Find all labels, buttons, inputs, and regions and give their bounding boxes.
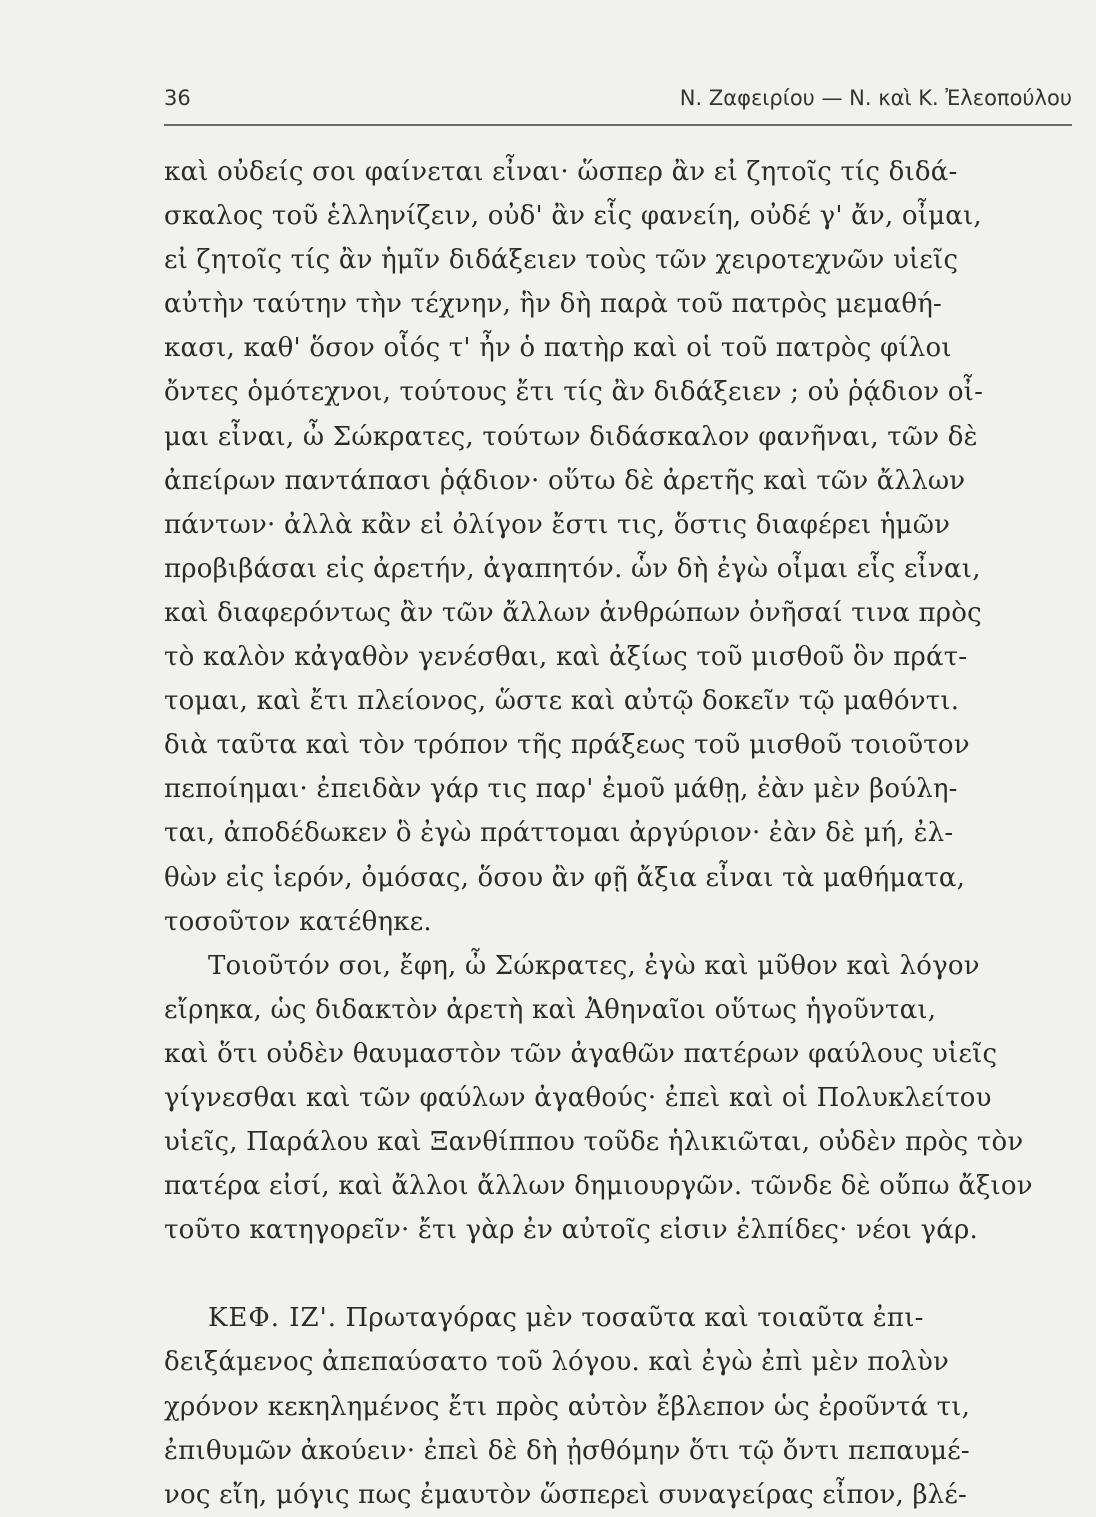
text-line: τοσοῦτον κατέθηκε. bbox=[164, 906, 432, 937]
text-line: νος εἴη, μόγις πως ἐμαυτὸν ὥσπερεὶ συναγείρας εἶπον, βλέ- bbox=[164, 1479, 968, 1510]
text-line: ἐπιθυμῶν ἀκούειν· ἐπεὶ δὲ δὴ ᾐσθόμην ὅτι τῷ ὄντι πεπαυμέ- bbox=[164, 1435, 970, 1466]
text-line: δειξάμενος ἀπεπαύσατο τοῦ λόγου. καὶ ἐγὼ ἐπὶ μὲν πολὺν bbox=[164, 1347, 950, 1378]
text-line: ται, ἀποδέδωκεν ὃ ἐγὼ πράττομαι ἀργύριον· ἐὰν δὲ μή, ἐλ- bbox=[164, 818, 954, 849]
text-line: κασι, καθ' ὅσον οἷός τ' ἦν ὁ πατὴρ καὶ οἱ τοῦ πατρὸς φίλοι bbox=[164, 333, 952, 364]
page-number: 36 bbox=[164, 86, 191, 110]
text-line: τοῦτο κατηγορεῖν· ἔτι γὰρ ἐν αὐτοῖς εἰσιν ἐλπίδες· νέοι γάρ. bbox=[164, 1215, 978, 1246]
paragraph-1 bbox=[164, 150, 1064, 944]
text-line: καὶ διαφερόντως ἂν τῶν ἄλλων ἀνθρώπων ὀνῆσαί τινα πρὸς bbox=[164, 597, 982, 628]
chapter-17 bbox=[164, 1296, 1064, 1516]
chapter-first-line bbox=[164, 1296, 1064, 1340]
text-line: τομαι, καὶ ἔτι πλείονος, ὥστε καὶ αὐτῷ δοκεῖν τῷ μαθόντι. bbox=[164, 686, 960, 717]
text-line: εἴρηκα, ὡς διδακτὸν ἀρετὴ καὶ Ἀθηναῖοι οὕτως ἡγοῦνται, bbox=[164, 994, 937, 1025]
text-line: υἱεῖς, Παράλου καὶ Ξανθίππου τοῦδε ἡλικιῶται, οὐδὲν πρὸς τὸν bbox=[164, 1127, 1024, 1158]
text-line: σκαλος τοῦ ἑλληνίζειν, οὐδ' ἂν εἷς φανείη, οὐδέ γ' ἄν, οἶμαι, bbox=[164, 201, 982, 232]
text-line: τὸ καλὸν κἀγαθὸν γενέσθαι, καὶ ἀξίως τοῦ μισθοῦ ὃν πράτ- bbox=[164, 642, 968, 673]
text-line: πεποίημαι· ἐπειδὰν γάρ τις παρ' ἐμοῦ μάθῃ, ἐὰν μὲν βούλη- bbox=[164, 774, 958, 805]
text-line: ἀπείρων παντάπασι ῥᾴδιον· οὕτω δὲ ἀρετῆς καὶ τῶν ἄλλων bbox=[164, 465, 966, 496]
paragraph-2 bbox=[164, 944, 1064, 1253]
text-line: πατέρα εἰσί, καὶ ἄλλοι ἄλλων δημιουργῶν. τῶνδε δὲ οὔπω ἄξιον bbox=[164, 1171, 1033, 1202]
text-line: καὶ ὅτι οὐδὲν θαυμαστὸν τῶν ἀγαθῶν πατέρων φαύλους υἱεῖς bbox=[164, 1038, 998, 1069]
text-line: μαι εἶναι, ὦ Σώκρατες, τούτων διδάσκαλον φανῆναι, τῶν δὲ bbox=[164, 421, 978, 452]
header-rule bbox=[164, 124, 1072, 126]
body-text bbox=[164, 150, 1064, 1517]
text-line: ὄντες ὁμότεχνοι, τούτους ἔτι τίς ἂν διδάξειεν ; οὐ ῥᾴδιον οἶ- bbox=[164, 377, 984, 408]
text-line: Τοιοῦτόν σοι, ἔφη, ὦ Σώκρατες, ἐγὼ καὶ μῦθον καὶ λόγον bbox=[208, 950, 980, 981]
paragraph-spacer bbox=[164, 1252, 1064, 1296]
text-line: αὐτὴν ταύτην τὴν τέχνην, ἣν δὴ παρὰ τοῦ πατρὸς μεμαθή- bbox=[164, 289, 942, 320]
text-line: θὼν εἰς ἱερόν, ὀμόσας, ὅσου ἂν φῇ ἄξια εἶναι τὰ μαθήματα, bbox=[164, 862, 966, 893]
text-line: διὰ ταῦτα καὶ τὸν τρόπον τῆς πράξεως τοῦ μισθοῦ τοιοῦτον bbox=[164, 730, 970, 761]
page-header bbox=[164, 86, 1082, 122]
running-head: Ν. Ζαφειρίου — Ν. καὶ Κ. Ἐλεοπούλου bbox=[679, 86, 1072, 110]
chapter-label: ΚΕΦ. ΙΖ'. bbox=[208, 1303, 337, 1334]
text-line: γίγνεσθαι καὶ τῶν φαύλων ἀγαθούς· ἐπεὶ καὶ οἱ Πολυκλείτου bbox=[164, 1082, 992, 1113]
text-line: καὶ οὐδείς σοι φαίνεται εἶναι· ὥσπερ ἂν εἰ ζητοῖς τίς διδά- bbox=[164, 157, 958, 187]
text-line: εἰ ζητοῖς τίς ἂν ἡμῖν διδάξειεν τοὺς τῶν χειροτεχνῶν υἱεῖς bbox=[164, 245, 959, 276]
chapter-first-line-text: Πρωταγόρας μὲν τοσαῦτα καὶ τοιαῦτα ἐπι- bbox=[345, 1303, 924, 1334]
text-line: πάντων· ἀλλὰ κἂν εἰ ὀλίγον ἔστι τις, ὅστις διαφέρει ἡμῶν bbox=[164, 509, 951, 540]
text-line: χρόνον κεκηλημένος ἔτι πρὸς αὐτὸν ἔβλεπον ὡς ἐροῦντά τι, bbox=[164, 1391, 971, 1422]
text-line: προβιβάσαι εἰς ἀρετήν, ἀγαπητόν. ὧν δὴ ἐγὼ οἶμαι εἷς εἶναι, bbox=[164, 553, 981, 584]
